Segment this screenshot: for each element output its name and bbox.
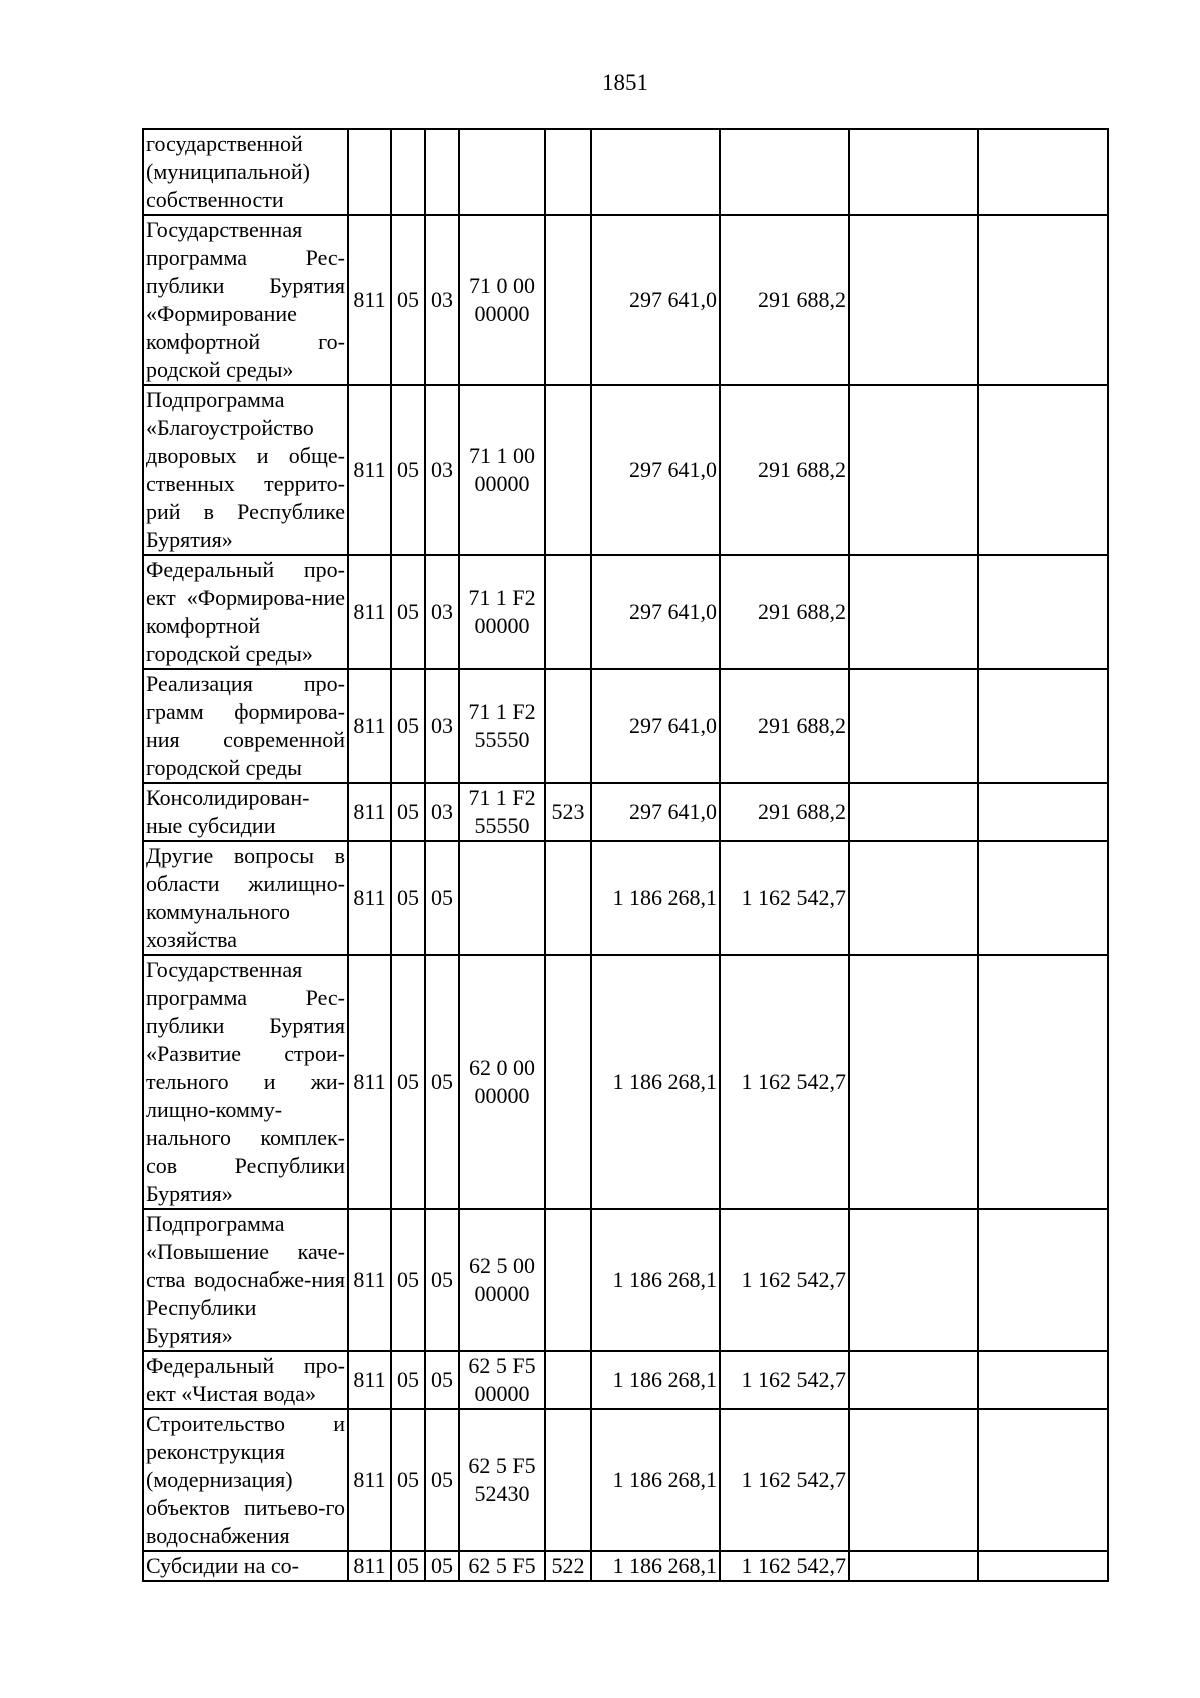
grbs-code: 811 xyxy=(348,1209,391,1351)
empty-cell xyxy=(849,215,978,385)
amount-year-1: 297 641,0 xyxy=(591,385,720,555)
empty-cell xyxy=(849,1209,978,1351)
expense-type-code xyxy=(545,669,591,783)
amount-year-2: 1 162 542,7 xyxy=(720,1351,849,1409)
amount-year-1: 1 186 268,1 xyxy=(591,1351,720,1409)
row-name: Строительство и реконструкция (модернизация) объектов питьево-го водоснабжения xyxy=(143,1409,348,1551)
amount-year-1: 297 641,0 xyxy=(591,783,720,841)
empty-cell xyxy=(849,669,978,783)
empty-cell xyxy=(849,841,978,955)
expense-type-code: 522 xyxy=(545,1551,591,1581)
row-name: Подпрограмма «Повышение каче-ства водоснабже-ния Республики Бурятия» xyxy=(143,1209,348,1351)
target-article-code: 71 1 00 00000 xyxy=(459,385,545,555)
table-row xyxy=(143,841,1108,955)
subsection-code: 03 xyxy=(425,555,459,669)
amount-year-2: 1 162 542,7 xyxy=(720,1551,849,1581)
amount-year-2: 291 688,2 xyxy=(720,669,849,783)
row-name: Федеральный про-ект «Чистая вода» xyxy=(143,1351,348,1409)
subsection-code: 03 xyxy=(425,215,459,385)
amount-year-2: 291 688,2 xyxy=(720,783,849,841)
empty-cell xyxy=(978,841,1108,955)
grbs-code: 811 xyxy=(348,841,391,955)
empty-cell xyxy=(849,955,978,1209)
amount-year-2: 291 688,2 xyxy=(720,385,849,555)
target-article-code xyxy=(459,841,545,955)
expense-type-code xyxy=(545,129,591,215)
expense-type-code xyxy=(545,555,591,669)
table-row xyxy=(143,955,1108,1209)
subsection-code: 03 xyxy=(425,385,459,555)
section-code: 05 xyxy=(391,1409,425,1551)
empty-cell xyxy=(849,1551,978,1581)
grbs-code: 811 xyxy=(348,669,391,783)
amount-year-2: 1 162 542,7 xyxy=(720,1209,849,1351)
expense-type-code xyxy=(545,1409,591,1551)
subsection-code: 05 xyxy=(425,1209,459,1351)
section-code: 05 xyxy=(391,215,425,385)
target-article-code: 71 1 F2 00000 xyxy=(459,555,545,669)
expense-type-code xyxy=(545,1209,591,1351)
page-number: 1851 xyxy=(602,70,648,95)
section-code: 05 xyxy=(391,385,425,555)
amount-year-2 xyxy=(720,129,849,215)
grbs-code: 811 xyxy=(348,385,391,555)
section-code: 05 xyxy=(391,841,425,955)
subsection-code: 05 xyxy=(425,1351,459,1409)
empty-cell xyxy=(978,1409,1108,1551)
amount-year-1: 1 186 268,1 xyxy=(591,955,720,1209)
table-row xyxy=(143,1551,1108,1581)
subsection-code: 05 xyxy=(425,955,459,1209)
subsection-code: 05 xyxy=(425,841,459,955)
amount-year-2: 1 162 542,7 xyxy=(720,1409,849,1551)
target-article-code: 62 0 00 00000 xyxy=(459,955,545,1209)
target-article-code: 62 5 F5 52430 xyxy=(459,1409,545,1551)
section-code: 05 xyxy=(391,669,425,783)
empty-cell xyxy=(849,555,978,669)
subsection-code xyxy=(425,129,459,215)
empty-cell xyxy=(978,385,1108,555)
empty-cell xyxy=(849,385,978,555)
empty-cell xyxy=(978,783,1108,841)
row-name: Консолидирован-ные субсидии xyxy=(143,783,348,841)
row-name: Подпрограмма «Благоустройство дворовых и обще-ственных террито-рий в Республике Бурятия» xyxy=(143,385,348,555)
table-row xyxy=(143,1209,1108,1351)
amount-year-1 xyxy=(591,129,720,215)
amount-year-1: 1 186 268,1 xyxy=(591,1551,720,1581)
table-row xyxy=(143,1409,1108,1551)
table-row xyxy=(143,215,1108,385)
target-article-code: 71 0 00 00000 xyxy=(459,215,545,385)
empty-cell xyxy=(978,1551,1108,1581)
amount-year-1: 1 186 268,1 xyxy=(591,841,720,955)
amount-year-1: 1 186 268,1 xyxy=(591,1209,720,1351)
row-name: Реализация про-грамм формирова-ния современной городской среды xyxy=(143,669,348,783)
amount-year-1: 1 186 268,1 xyxy=(591,1409,720,1551)
empty-cell xyxy=(978,215,1108,385)
table-row xyxy=(143,555,1108,669)
table-row xyxy=(143,385,1108,555)
expense-type-code xyxy=(545,385,591,555)
row-name: Государственная программа Рес-публики Бурятия «Формирование комфортной го-родской среды» xyxy=(143,215,348,385)
amount-year-2: 291 688,2 xyxy=(720,215,849,385)
expense-type-code: 523 xyxy=(545,783,591,841)
amount-year-1: 297 641,0 xyxy=(591,669,720,783)
section-code: 05 xyxy=(391,1551,425,1581)
section-code: 05 xyxy=(391,783,425,841)
subsection-code: 03 xyxy=(425,669,459,783)
amount-year-1: 297 641,0 xyxy=(591,555,720,669)
section-code: 05 xyxy=(391,955,425,1209)
empty-cell xyxy=(978,555,1108,669)
expense-type-code xyxy=(545,841,591,955)
empty-cell xyxy=(978,1209,1108,1351)
section-code: 05 xyxy=(391,1351,425,1409)
row-name: Другие вопросы в области жилищно-коммунального хозяйства xyxy=(143,841,348,955)
target-article-code: 62 5 F5 00000 xyxy=(459,1351,545,1409)
amount-year-2: 1 162 542,7 xyxy=(720,955,849,1209)
table-row xyxy=(143,1351,1108,1409)
target-article-code xyxy=(459,129,545,215)
budget-table xyxy=(142,128,1109,1582)
grbs-code: 811 xyxy=(348,555,391,669)
grbs-code: 811 xyxy=(348,955,391,1209)
empty-cell xyxy=(849,1351,978,1409)
expense-type-code xyxy=(545,215,591,385)
table-row xyxy=(143,783,1108,841)
subsection-code: 05 xyxy=(425,1551,459,1581)
subsection-code: 03 xyxy=(425,783,459,841)
section-code: 05 xyxy=(391,1209,425,1351)
empty-cell xyxy=(978,669,1108,783)
empty-cell xyxy=(978,955,1108,1209)
empty-cell xyxy=(849,129,978,215)
empty-cell xyxy=(849,783,978,841)
target-article-code: 62 5 00 00000 xyxy=(459,1209,545,1351)
grbs-code: 811 xyxy=(348,1409,391,1551)
grbs-code: 811 xyxy=(348,1551,391,1581)
table-row xyxy=(143,669,1108,783)
grbs-code: 811 xyxy=(348,783,391,841)
empty-cell xyxy=(978,1351,1108,1409)
grbs-code: 811 xyxy=(348,1351,391,1409)
empty-cell xyxy=(849,1409,978,1551)
expense-type-code xyxy=(545,1351,591,1409)
target-article-code: 62 5 F5 xyxy=(459,1551,545,1581)
amount-year-2: 1 162 542,7 xyxy=(720,841,849,955)
amount-year-1: 297 641,0 xyxy=(591,215,720,385)
empty-cell xyxy=(978,129,1108,215)
row-name: государственной (муниципальной) собственности xyxy=(143,129,348,215)
row-name: Субсидии на со- xyxy=(143,1551,348,1581)
row-name: Государственная программа Рес-публики Бурятия «Развитие строи-тельного и жи-лищно-комму-нального комплек-сов Республики Бурятия» xyxy=(143,955,348,1209)
section-code xyxy=(391,129,425,215)
grbs-code xyxy=(348,129,391,215)
target-article-code: 71 1 F2 55550 xyxy=(459,783,545,841)
subsection-code: 05 xyxy=(425,1409,459,1551)
amount-year-2: 291 688,2 xyxy=(720,555,849,669)
row-name: Федеральный про-ект «Формирова-ние комфортной городской среды» xyxy=(143,555,348,669)
grbs-code: 811 xyxy=(348,215,391,385)
expense-type-code xyxy=(545,955,591,1209)
target-article-code: 71 1 F2 55550 xyxy=(459,669,545,783)
table-row xyxy=(143,129,1108,215)
section-code: 05 xyxy=(391,555,425,669)
